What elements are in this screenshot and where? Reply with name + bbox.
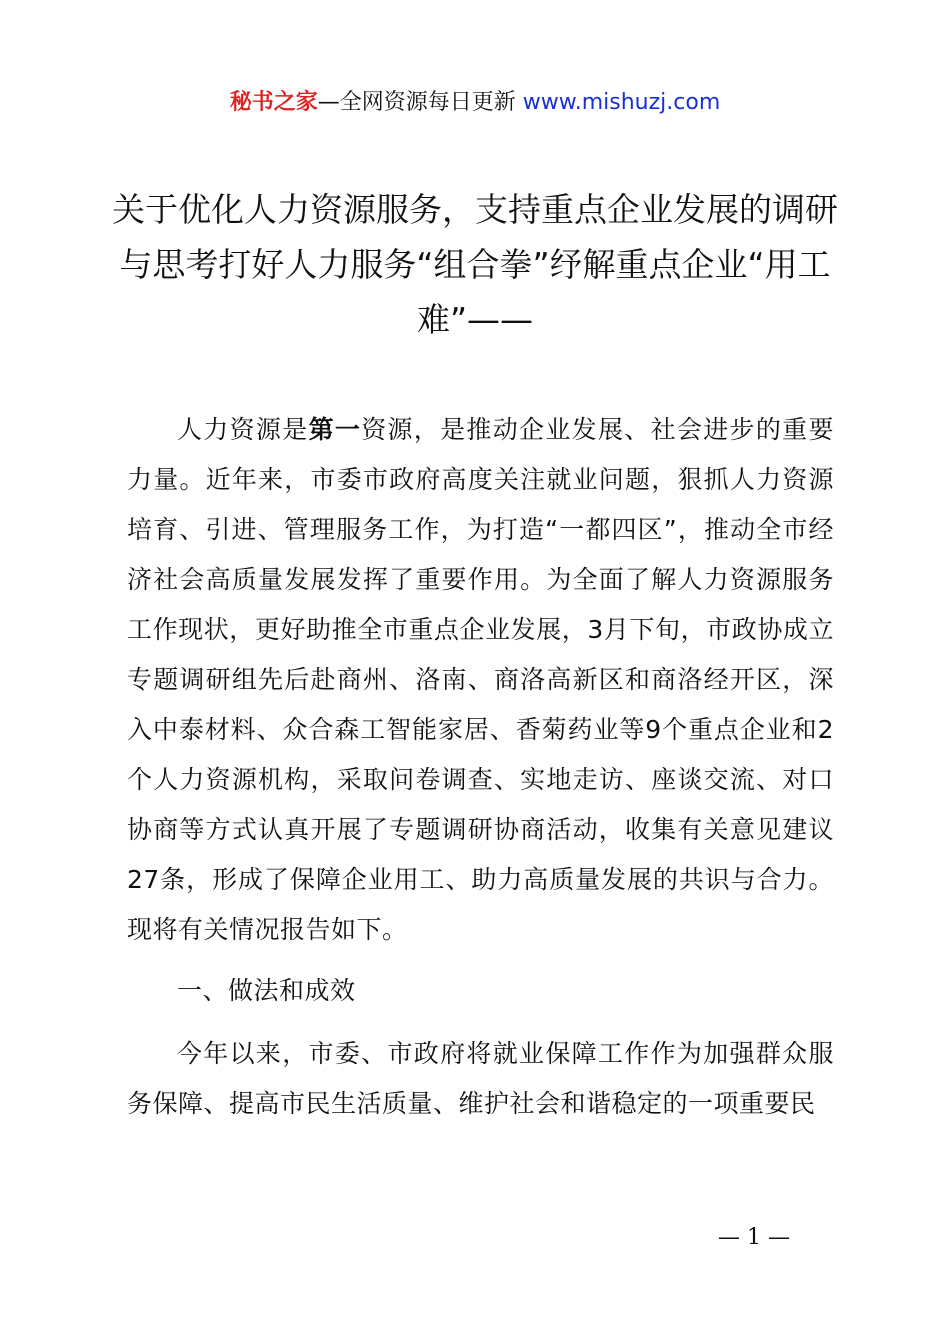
paragraph-intro-lead: 人力资源是	[177, 415, 309, 444]
header-tagline: —全网资源每日更新	[317, 90, 516, 115]
brand-name: 秘书之家	[229, 90, 318, 115]
paragraph-intro-rest: 资源，是推动企业发展、社会进步的重要力量。近年来，市委市政府高度关注就业问题，狠抓人力资源培育、引进、管理服务工作，为打造“一都四区”，推动全市经济社会高质量发展发挥了重要作用。为全面了解人力资源服务工作现状，更好助推全市重点企业发展，3月下旬，市政协成立专题调研组先后赴商州、洛南、商洛高新区和商洛经开区，深入中泰材料、众合森工智能家居、香菊药业等9个重点企业和2个人力资源机构，采取问卷调查、实地走访、座谈交流、对口协商等方式认真开展了专题调研协商活动，收集有关意见建议27条，形成了保障企业用工、助力高质量发展的共识与合力。现将有关情况报告如下。	[127, 415, 834, 944]
paragraph-section-one: 今年以来，市委、市政府将就业保障工作作为加强群众服务保障、提高市民生活质量、维护社会和谐稳定的一项重要民	[127, 1039, 834, 1118]
document-title: 关于优化人力资源服务，支持重点企业发展的调研与思考打好人力服务“组合拳”纾解重点企业“用工难”——	[112, 190, 838, 339]
paragraph-intro-bold: 第一	[308, 415, 362, 444]
paragraph-intro	[127, 405, 834, 955]
page-number: — 1 —	[718, 1225, 790, 1250]
site-url-link[interactable]: www.mishuzj.com	[522, 90, 721, 115]
site-header	[0, 88, 950, 118]
section-heading: 一、做法和成效	[177, 976, 356, 1005]
